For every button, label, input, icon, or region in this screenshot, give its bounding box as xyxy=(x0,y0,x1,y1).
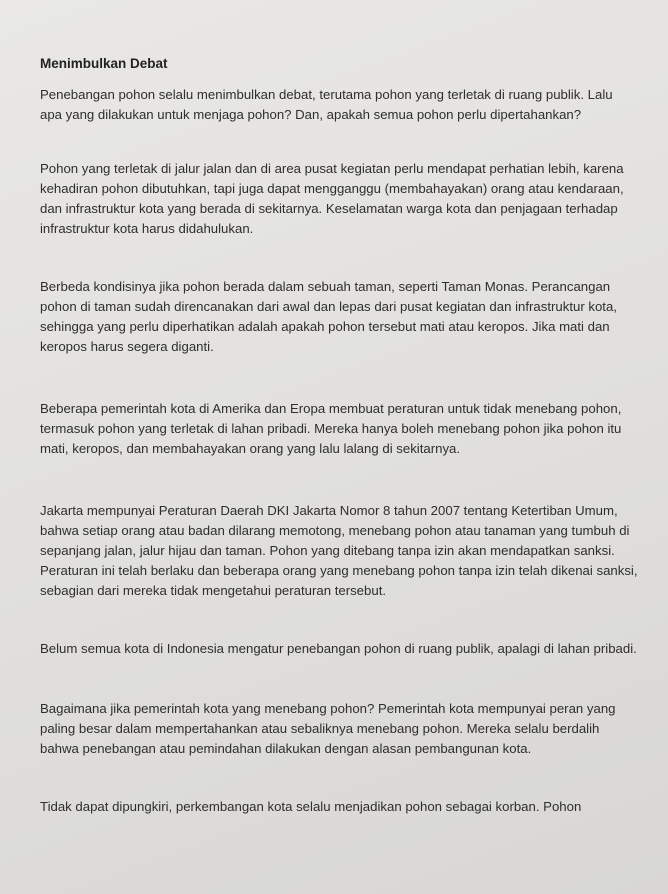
paragraph-8: Tidak dapat dipungkiri, perkembangan kota selalu menjadikan pohon sebagai korban. Pohon xyxy=(40,799,582,814)
paragraph-7: Bagaimana jika pemerintah kota yang menebang pohon? Pemerintah kota mempunyai peran yang paling besar dalam mempertahankan atau sebaliknya menebang pohon. Mereka selalu berdalih bahwa penebangan atau pemindahan dilakukan dengan alasan pembangunan kota. xyxy=(40,701,616,756)
paragraph-3: Berbeda kondisinya jika pohon berada dalam sebuah taman, seperti Taman Monas. Perancangan pohon di taman sudah direncanakan dari awal dan lepas dari pusat kegiatan dan infrastruktur kota, sehingga yang perlu diperhatikan adalah apakah pohon tersebut mati atau keropos. Jika mati dan keropos harus segera diganti. xyxy=(40,279,617,354)
paragraph-1: Penebangan pohon selalu menimbulkan debat, terutama pohon yang terletak di ruang publik. Lalu apa yang dilakukan untuk menjaga pohon? Dan, apakah semua pohon perlu dipertahankan? xyxy=(40,87,613,122)
paragraph-2: Pohon yang terletak di jalur jalan dan di area pusat kegiatan perlu mendapat perhatian lebih, karena kehadiran pohon dibutuhkan, tapi juga dapat mengganggu (membahayakan) orang atau kendaraan, dan infrastruktur kota yang berada di sekitarnya. Keselamatan warga kota dan penjagaan terhadap infrastruktur kota harus didahulukan. xyxy=(40,161,624,236)
paragraph-6: Belum semua kota di Indonesia mengatur penebangan pohon di ruang publik, apalagi di lahan pribadi. xyxy=(40,641,637,656)
paragraph-4: Beberapa pemerintah kota di Amerika dan Eropa membuat peraturan untuk tidak menebang pohon, termasuk pohon yang terletak di lahan pribadi. Mereka hanya boleh menebang pohon jika pohon itu mati, keropos, dan membahayakan orang yang lalu lalang di sekitarnya. xyxy=(40,401,622,456)
paragraph-5: Jakarta mempunyai Peraturan Daerah DKI Jakarta Nomor 8 tahun 2007 tentang Ketertiban Umum, bahwa setiap orang atau badan dilarang memotong, menebang pohon atau tanaman yang tumbuh di sepanjang jalan, jalur hijau dan taman. Pohon yang ditebang tanpa izin akan mendapatkan sanksi. Peraturan ini telah berlaku dan beberapa orang yang menebang pohon tanpa izin telah dikenai sanksi, sebagian dari mereka tidak mengetahui peraturan tersebut. xyxy=(40,503,638,598)
document-title: Menimbulkan Debat xyxy=(40,56,168,71)
